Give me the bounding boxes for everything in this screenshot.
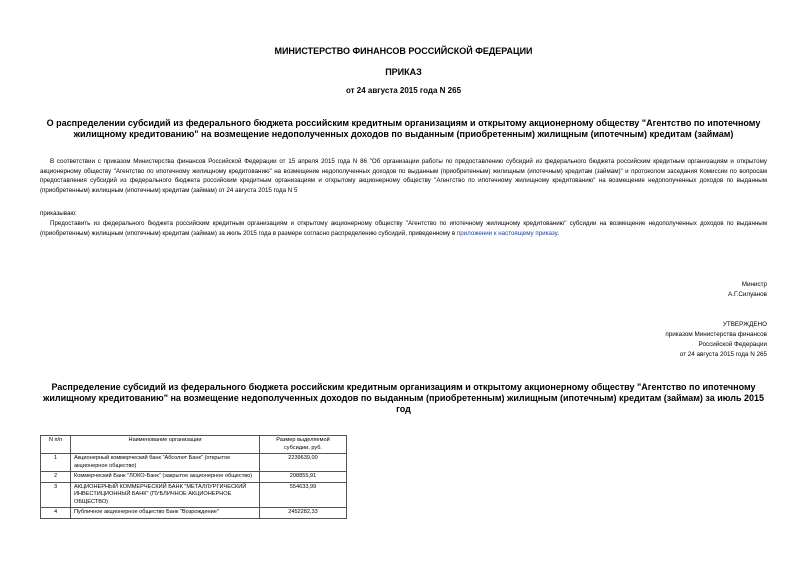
approved-line4: от 24 августа 2015 года N 265 bbox=[679, 351, 767, 358]
signature-name: А.Г.Силуанов bbox=[728, 291, 767, 298]
doc-type-heading: ПРИКАЗ bbox=[385, 67, 422, 77]
row-num: 4 bbox=[41, 508, 71, 519]
table-row bbox=[41, 482, 347, 508]
preamble-paragraph: В соответствии с приказом Министерства финансов Российской Федерации от 15 апреля 2015 года N 86 "Об организации работы по предоставлению субсидий из федерального бюджета российским кредитным организациям и открытому акционерному обществу "Агентство по ипотечному жилищному кредитованию" на возмещение недополученных доходов по выданным (приобретенным) жилищным (ипотечным) кредитам (займам)" и протоколом заседания Комиссии по вопросам предоставления субсидий из федерального бюджета российским кредитным организациям и открытому акционерному обществу "Агентство по ипотечному жилищному кредитованию" на возмещение недополученных доходов по выданным (приобретенным) жилищным (ипотечным) кредитам (займам) от 24 августа 2015 года N 5 bbox=[40, 158, 767, 195]
signature-block bbox=[728, 280, 767, 300]
table-header-row bbox=[41, 436, 347, 454]
order-end: . bbox=[557, 229, 559, 237]
order-word: приказываю: bbox=[40, 210, 77, 217]
row-org: Коммерческий Банк "ЛОКО-Банк" (закрытое акционерное общество) bbox=[71, 472, 260, 483]
order-title: О распределении субсидий из федерального бюджета российским кредитным организациям и открытому акционерному обществу "Агентство по ипотечному жилищному кредитованию" на возмещение недополученных доходов по выданным (приобретенным) жилищным (ипотечным) кредитам (займам) bbox=[46, 118, 761, 139]
appendix-title: Распределение субсидий из федерального бюджета российским кредитным организациям и открытому акционерному обществу "Агентство по ипотечному жилищному кредитованию" на возмещение недополученных доходов по выданным (приобретенным) жилищным (ипотечным) кредитам (займам) за июль 2015 год bbox=[43, 382, 764, 414]
order-paragraph bbox=[40, 219, 767, 238]
row-amount: 2239639,00 bbox=[260, 454, 347, 472]
approved-line3: Российской Федерации bbox=[698, 341, 767, 348]
col-org-header: Наименование организации bbox=[71, 436, 260, 454]
approved-line2: приказом Министерства финансов bbox=[665, 331, 767, 338]
row-org: Публичное акционерное общество Банк "Возрождение" bbox=[71, 508, 260, 519]
col-num-header: N п/п bbox=[41, 436, 71, 454]
row-amount: 2452282,33 bbox=[260, 508, 347, 519]
row-amount: 208855,91 bbox=[260, 472, 347, 483]
table-row bbox=[41, 454, 347, 472]
date-number-heading: от 24 августа 2015 года N 265 bbox=[345, 86, 462, 95]
ministry-heading: МИНИСТЕРСТВО ФИНАНСОВ РОССИЙСКОЙ ФЕДЕРАЦИИ bbox=[274, 46, 533, 56]
row-org: Акционерный коммерческий банк "Абсолют Банк" (открытое акционерное общество) bbox=[71, 454, 260, 472]
order-text: Предоставить из федерального бюджета российским кредитным организациям и открытому акционерному обществу "Агентство по ипотечному жилищному кредитованию" субсидии на возмещение недополученных доходов по выданным (приобретенным) жилищным (ипотечным) кредитам (займам) за июль 2015 года в размере согласно распределению субсидий, приведенному в bbox=[40, 220, 767, 237]
approved-block bbox=[665, 320, 767, 360]
row-amount: 554633,99 bbox=[260, 482, 347, 508]
table-row bbox=[41, 508, 347, 519]
signature-position: Министр bbox=[741, 281, 767, 288]
appendix-link[interactable]: приложении к настоящему приказу bbox=[456, 229, 558, 237]
row-org: АКЦИОНЕРНЫЙ КОММЕРЧЕСКИЙ БАНК "МЕТАЛЛУРГИЧЕСКИЙ ИНВЕСТИЦИОННЫЙ БАНК" (ПУБЛИЧНОЕ АКЦИОНЕРНОЕ ОБЩЕСТВО) bbox=[71, 482, 260, 508]
subsidy-table bbox=[40, 435, 347, 519]
col-amount-header: Размер выделяемой субсидии, руб. bbox=[260, 436, 347, 454]
approved-line1: УТВЕРЖДЕНО bbox=[722, 321, 767, 328]
row-num: 1 bbox=[41, 454, 71, 472]
row-num: 3 bbox=[41, 482, 71, 508]
table-row bbox=[41, 472, 347, 483]
row-num: 2 bbox=[41, 472, 71, 483]
